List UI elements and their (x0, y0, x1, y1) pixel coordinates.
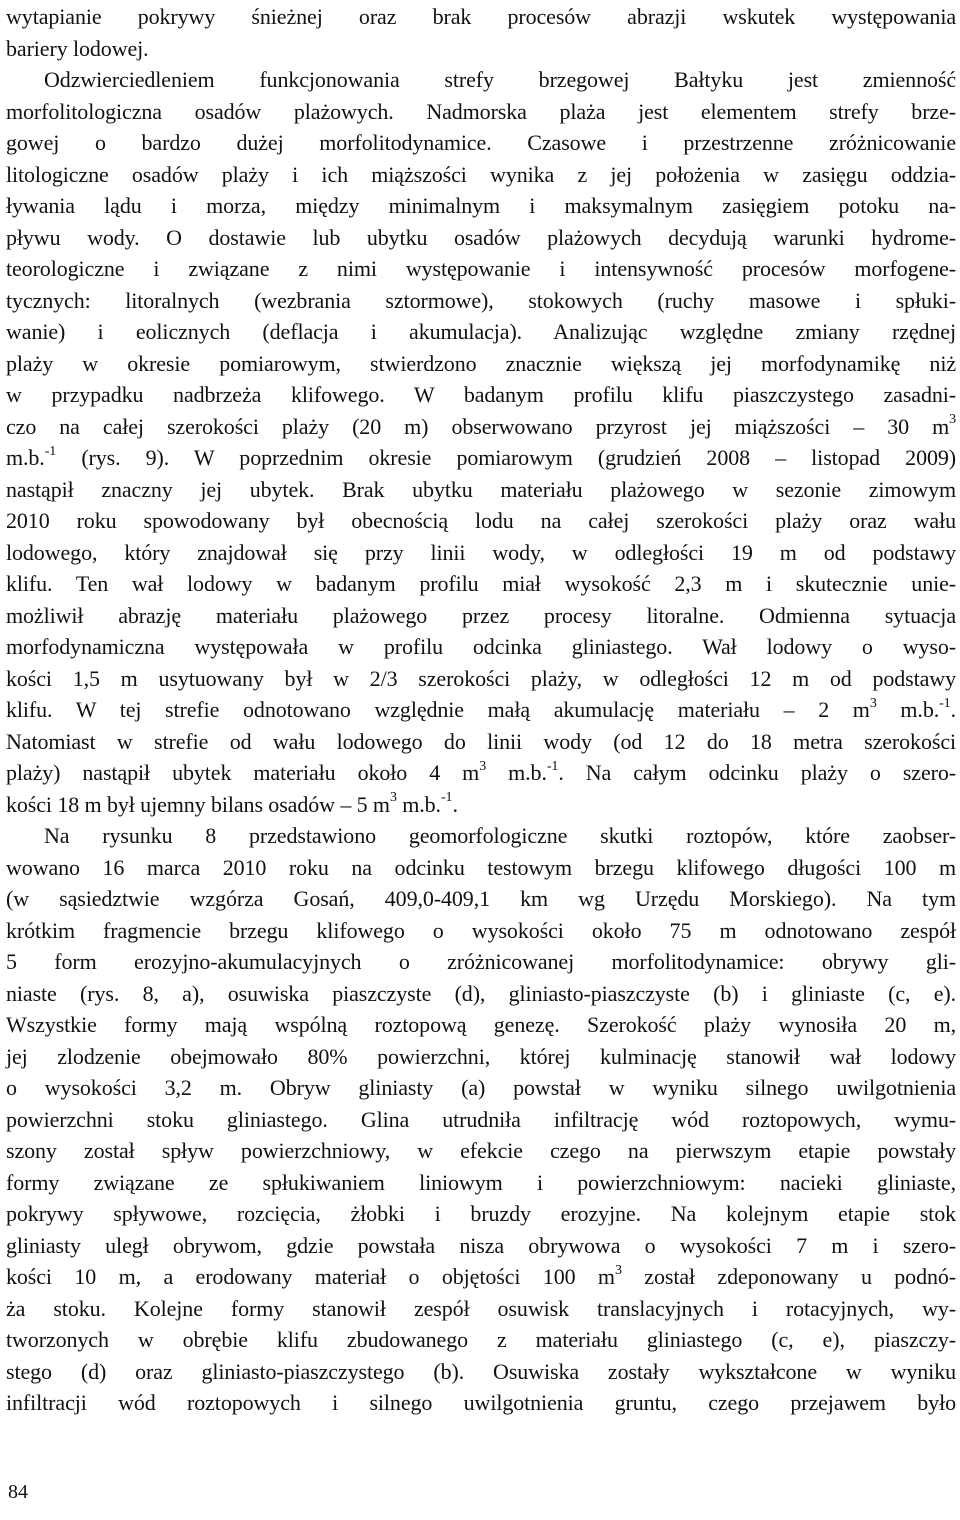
line-text: klifu. W tej strefie odnotowano względnie małą akumulację materiału – 2 m (6, 697, 870, 722)
text-line (6, 664, 956, 694)
text-line (44, 65, 956, 95)
line-text: ża stoku. Kolejne formy stanowił zespół osuwisk translacyjnych i rotacyjnych, wy- (6, 1295, 956, 1321)
line-text: bariery lodowej. (6, 35, 149, 61)
superscript: 3 (614, 1262, 622, 1278)
text-line (6, 380, 956, 410)
text-line (6, 1010, 956, 1040)
line-text: . (452, 791, 458, 817)
text-line (6, 916, 956, 946)
text-line (6, 1262, 956, 1292)
text-line (6, 758, 956, 788)
text-line (44, 821, 956, 851)
line-text: Na rysunku 8 przedstawiono geomorfologiczne skutki roztopów, które zaobser- (44, 823, 956, 848)
line-text: m.b. (396, 791, 441, 817)
text-line (6, 538, 956, 568)
line-text: kości 1,5 m usytuowany był w 2/3 szerokości plaży, w odległości 12 m od podstawy (6, 665, 956, 691)
line-text: Natomiast w strefie od wału lodowego do linii wody (od 12 do 18 metra szerokości (6, 728, 956, 754)
line-text: czo na całej szerokości plaży (20 m) obserwowano przyrost jej miąższości – 30 m (6, 413, 950, 439)
line-text: wytapianie pokrywy śnieżnej oraz brak procesów abrazji wskutek występowania (6, 4, 956, 29)
line-text: został zdeponowany u podnó- (621, 1264, 957, 1289)
line-text: o wysokości 3,2 m. Obryw gliniasty (a) powstał w wyniku silnego uwilgotnienia (6, 1075, 956, 1100)
line-text: litologiczne osadów plaży i ich miąższości wynika z jej położenia w zasięgu oddzia- (6, 161, 956, 187)
line-text: tworzonych w obrębie klifu zbudowanego z materiału gliniastego (c, e), piaszczy- (6, 1327, 956, 1352)
text-line (6, 947, 956, 977)
superscript: 3 (479, 758, 487, 774)
text-line (6, 412, 956, 442)
line-text: tycznych: litoralnych (wezbrania sztormowe), stokowych (ruchy masowe i spłuki- (6, 287, 956, 313)
line-text: klifu. Ten wał lodowy w badanym profilu miał wysokość 2,3 m i skutecznie unie- (6, 571, 956, 596)
line-text: kości 18 m był ujemny bilans osadów – 5 m (6, 791, 390, 817)
text-line (6, 1294, 956, 1324)
text-line (6, 506, 956, 536)
line-text: teorologiczne i związane z nimi występowanie i intensywność procesów morfogene- (6, 256, 956, 281)
line-text: wowano 16 marca 2010 roku na odcinku testowym brzegu klifowego długości 100 m (6, 854, 956, 880)
text-line (6, 97, 956, 127)
text-line (6, 160, 956, 190)
text-line (6, 1325, 956, 1355)
text-line (6, 191, 956, 221)
text-line (6, 1105, 956, 1135)
text-line (6, 128, 956, 158)
superscript: 3 (389, 790, 397, 806)
line-text: infiltracji wód roztopowych i silnego uwilgotnienia gruntu, czego przejawem było (6, 1390, 956, 1415)
text-line (6, 317, 956, 347)
superscript: 3 (949, 412, 956, 428)
line-text: możliwił abrazję materiału plażowego przez procesy litoralne. Odmienna sytuacja (6, 602, 956, 628)
superscript: -1 (440, 790, 453, 806)
line-text: Wszystkie formy mają wspólną roztopową genezę. Szerokość plaży wynosiła 20 m, (6, 1012, 956, 1037)
superscript: -1 (546, 758, 559, 774)
text-line (6, 475, 956, 505)
line-text: morfolitologiczna osadów plażowych. Nadmorska plaża jest elementem strefy brze- (6, 98, 956, 124)
text-line (6, 601, 956, 631)
text-line (6, 1231, 956, 1261)
line-text: lodowego, który znajdował się przy linii wody, w odległości 19 m od podstawy (6, 539, 956, 565)
line-text: formy związane ze spłukiwaniem liniowym i powierzchniowym: nacieki gliniaste, (6, 1169, 956, 1195)
line-text: m.b. (486, 760, 547, 785)
line-text: kości 10 m, a erodowany materiał o objętości 100 m (6, 1264, 615, 1289)
text-line (6, 695, 956, 725)
text-line (6, 569, 956, 599)
line-text: Odzwierciedleniem funkcjonowania strefy brzegowej Bałtyku jest zmienność (44, 67, 956, 92)
superscript: -1 (44, 443, 57, 459)
line-text: powierzchni stoku gliniastego. Glina utrudniła infiltrację wód roztopowych, wymu- (6, 1106, 956, 1132)
line-text: m.b. (6, 445, 45, 470)
line-text: . (950, 697, 956, 722)
line-text: 2010 roku spowodowany był obecnością lodu na całej szerokości plaży oraz wału (6, 508, 956, 533)
line-text: pływu wody. O dostawie lub ubytku osadów plażowych decydują warunki hydrome- (6, 224, 956, 250)
superscript: -1 (939, 695, 951, 711)
text-line (6, 223, 956, 253)
text-line (6, 1168, 956, 1198)
line-text: (rys. 9). W poprzednim okresie pomiarowym (grudzień 2008 – listopad 2009) (56, 445, 956, 470)
line-text: ływania lądu i morza, między minimalnym i maksymalnym zasięgiem potoku na- (6, 193, 956, 218)
line-text: krótkim fragmencie brzegu klifowego o wysokości około 75 m odnotowano zespół (6, 917, 956, 943)
line-text: 5 form erozyjno-akumulacyjnych o zróżnicowanej morfolitodynamice: obrywy gli- (6, 949, 956, 974)
text-line (6, 1199, 956, 1229)
line-text: gowej o bardzo dużej morfolitodynamice. Czasowe i przestrzenne zróżnicowanie (6, 130, 956, 155)
superscript: 3 (869, 695, 877, 711)
line-text: . Na całym odcinku plaży o szero- (558, 760, 956, 785)
text-line (6, 884, 956, 914)
text-line (6, 254, 956, 284)
line-text: niaste (rys. 8, a), osuwiska piaszczyste (d), gliniasto-piaszczyste (b) i gliniaste (c, e). (6, 980, 956, 1006)
line-text: pokrywy spływowe, rozcięcia, żłobki i bruzdy erozyjne. Na kolejnym etapie stok (6, 1201, 956, 1226)
text-line (6, 443, 956, 473)
text-line (6, 2, 956, 32)
page-number: 84 (8, 1481, 28, 1503)
text-line (6, 286, 956, 316)
document-page (6, 0, 956, 1520)
text-line (6, 349, 956, 379)
line-text: nastąpił znaczny jej ubytek. Brak ubytku materiału plażowego w sezonie zimowym (6, 476, 956, 502)
text-line (6, 853, 956, 883)
line-text: w przypadku nadbrzeża klifowego. W badanym profilu klifu piaszczystego zasadni- (6, 382, 956, 407)
text-line (6, 1042, 956, 1072)
line-text: stego (d) oraz gliniasto-piaszczystego (b). Osuwiska zostały wykształcone w wyniku (6, 1358, 956, 1384)
line-text: jej zlodzenie obejmowało 80% powierzchni, której kulminację stanowił wał lodowy (6, 1043, 956, 1069)
line-text: gliniasty uległ obrywom, gdzie powstała nisza obrywowa o wysokości 7 m i szero- (6, 1232, 956, 1258)
text-line (6, 1136, 956, 1166)
line-text: morfodynamiczna występowała w profilu odcinka gliniastego. Wał lodowy o wyso- (6, 634, 956, 659)
text-line (6, 1388, 956, 1418)
text-line (6, 979, 956, 1009)
line-text: plaży) nastąpił ubytek materiału około 4 m (6, 760, 480, 785)
text-line (6, 790, 956, 820)
text-line (6, 1357, 956, 1387)
line-text: szony został spływ powierzchniowy, w efekcie czego na pierwszym etapie powstały (6, 1138, 956, 1163)
text-line (6, 1073, 956, 1103)
text-line (6, 34, 956, 64)
line-text: m.b. (876, 697, 940, 722)
line-text: wanie) i eolicznych (deflacja i akumulacja). Analizując względne zmiany rzędnej (6, 319, 956, 344)
line-text: plaży w okresie pomiarowym, stwierdzono znacznie większą jej morfodynamikę niż (6, 350, 956, 376)
text-line (6, 727, 956, 757)
line-text: (w sąsiedztwie wzgórza Gosań, 409,0-409,1 km wg Urzędu Morskiego). Na tym (6, 886, 956, 911)
text-line (6, 632, 956, 662)
